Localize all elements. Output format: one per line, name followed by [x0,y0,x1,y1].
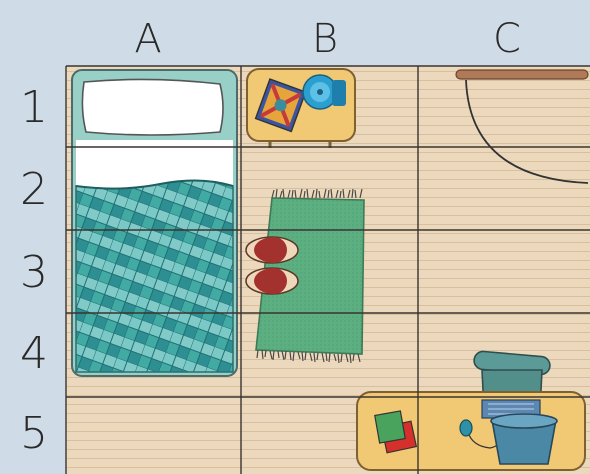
bed-quilt [76,180,233,372]
row-header-3: 3 [20,247,48,298]
column-headers [134,16,521,62]
nightstand [247,69,355,148]
cd-icon [303,75,346,109]
pillow [82,79,223,135]
bed [72,70,237,376]
column-header-c: C [493,16,521,62]
wastebasket-icon [491,414,557,464]
row-headers [20,82,48,459]
door-panel [456,70,588,79]
column-header-a: A [134,16,162,62]
row-header-1: 1 [20,82,48,133]
row-header-2: 2 [20,164,48,215]
column-header-b: B [311,16,339,62]
row-header-4: 4 [20,328,48,379]
row-header-5: 5 [20,408,48,459]
